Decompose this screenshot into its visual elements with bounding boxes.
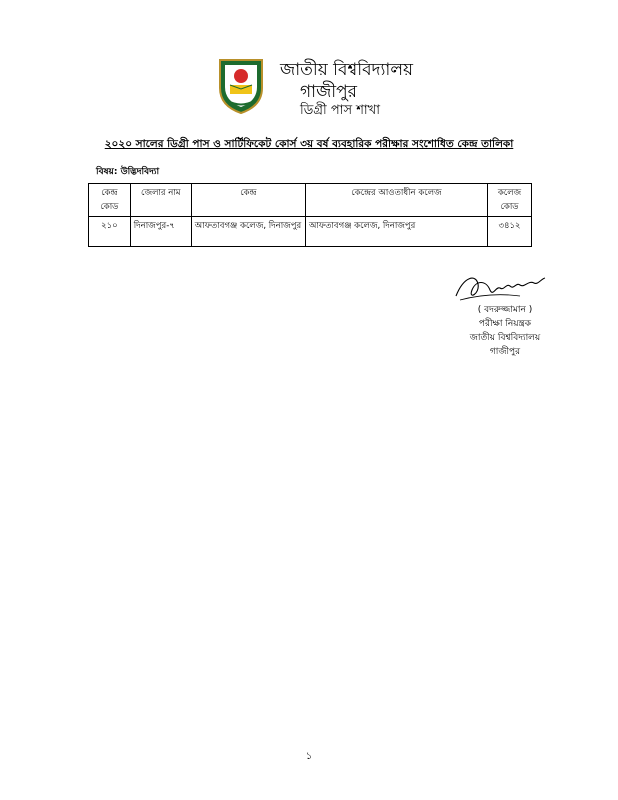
signatory-block: [430, 303, 580, 359]
table-row: [89, 217, 532, 247]
subject-label: বিষয়: উদ্ভিদবিদ্যা: [96, 167, 160, 177]
center-table: [88, 183, 532, 247]
signatory-name: ( বদরুজ্জামান ): [477, 305, 533, 315]
branch-name: ডিগ্রী পাস শাখা: [300, 103, 380, 118]
signatory-organization: জাতীয় বিশ্ববিদ্যালয়: [469, 333, 541, 343]
cell-center-code: ২১০: [89, 217, 131, 247]
signatory-city: গাজীপুর: [489, 347, 521, 357]
university-city: গাজীপুর: [300, 82, 358, 102]
header-center-code: কেন্দ্র কোড: [89, 184, 131, 217]
notice-title: ২০২০ সালের ডিগ্রী পাস ও সার্টিফিকেট কোর্স ৩য় বর্ষ ব্যবহারিক পরীক্ষার সংশোধিত কেন্দ্র তালিকা: [104, 138, 514, 150]
cell-district: দিনাজপুর-৭: [130, 217, 191, 247]
header-district: জেলার নাম: [130, 184, 191, 217]
header-college-code: কলেজ কোড: [488, 184, 532, 217]
university-logo-icon: [216, 56, 266, 116]
header-center: কেন্দ্র: [191, 184, 305, 217]
signatory-designation: পরীক্ষা নিয়ন্ত্রক: [478, 319, 532, 329]
page-number: ১: [305, 751, 313, 762]
cell-affiliated-college: আফতাবগঞ্জ কলেজ, দিনাজপুর: [305, 217, 487, 247]
header-affiliated-college: কেন্দ্রের আওতাধীন কলেজ: [305, 184, 487, 217]
university-name: জাতীয় বিশ্ববিদ্যালয়: [280, 60, 414, 80]
signature-icon: [450, 270, 550, 306]
cell-college-code: ৩৪১২: [488, 217, 532, 247]
table-header-row: [89, 184, 532, 217]
cell-center: আফতাবগঞ্জ কলেজ, দিনাজপুর: [191, 217, 305, 247]
